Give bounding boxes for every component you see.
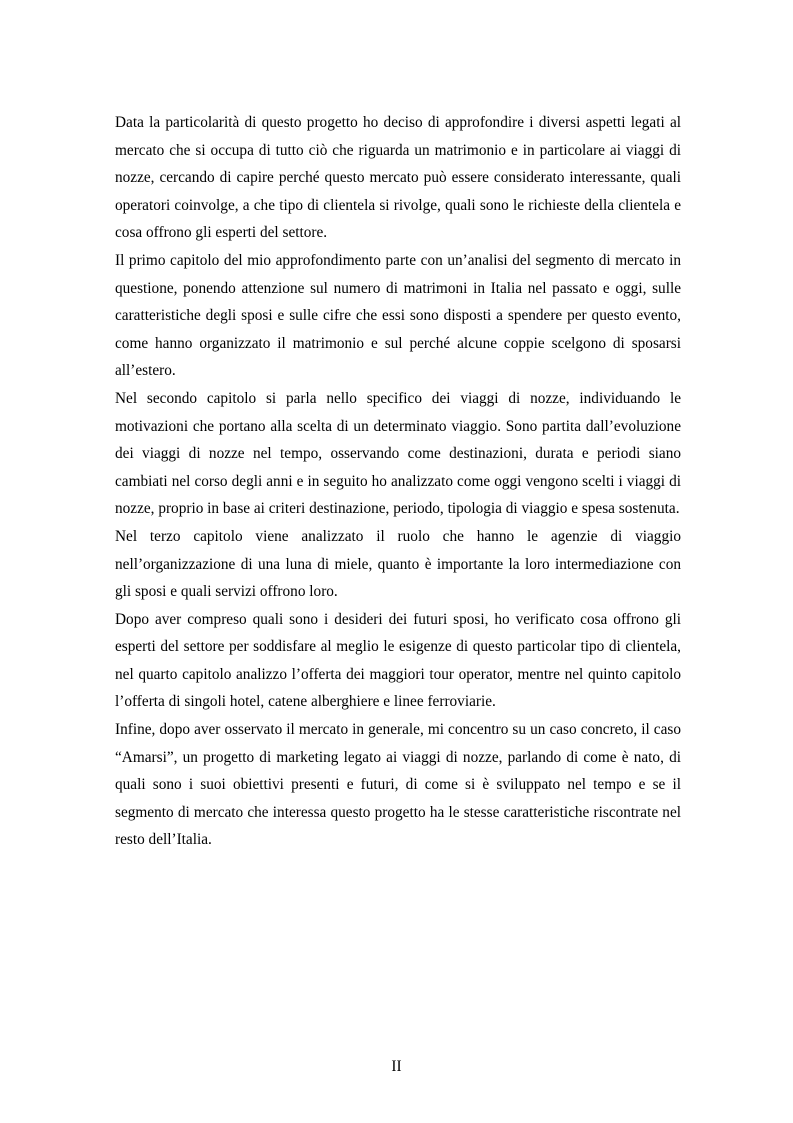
paragraph-chapter-3: Nel terzo capitolo viene analizzato il ruolo che hanno le agenzie di viaggio nell’organizzazione di una luna di miele, quanto è importante la loro intermediazione con gli sposi e quali servizi offrono loro.	[115, 527, 681, 601]
document-body	[115, 109, 681, 854]
paragraph-chapter-2: Nel secondo capitolo si parla nello specifico dei viaggi di nozze, individuando le motivazioni che portano alla scelta di un determinato viaggio. Sono partita dall’evoluzione dei viaggi di nozze nel tempo, osservando come destinazioni, durata e periodi siano cambiati nel corso degli anni e in seguito ho analizzato come oggi vengono scelti i viaggi di nozze, proprio in base ai criteri destinazione, periodo, tipologia di viaggio e spesa sostenuta.	[115, 389, 681, 518]
paragraph-case-study: Infine, dopo aver osservato il mercato in generale, mi concentro su un caso concreto, il caso “Amarsi”, un progetto di marketing legato ai viaggi di nozze, parlando di come è nato, di quali sono i suoi obiettivi presenti e futuri, di come si è sviluppato nel tempo e se il segmento di mercato che interessa questo progetto ha le stesse caratteristiche riscontrate nel resto dell’Italia.	[115, 721, 681, 849]
paragraph-intro: Data la particolarità di questo progetto ho deciso di approfondire i diversi aspetti legati al mercato che si occupa di tutto ciò che riguarda un matrimonio e in particolare ai viaggi di nozze, cercando di capire perché questo mercato può essere considerato interessante, quali operatori coinvolge, a che tipo di clientela si rivolge, quali sono le richieste della clientela e cosa offrono gli esperti del settore.	[115, 114, 681, 242]
paragraph-chapters-4-5: Dopo aver compreso quali sono i desideri dei futuri sposi, ho verificato cosa offrono gli esperti del settore per soddisfare al meglio le esigenze di questo particolar tipo di clientela, nel quarto capitolo analizzo l’offerta dei maggiori tour operator, mentre nel quinto capitolo l’offerta di singoli hotel, catene alberghiere e linee ferroviarie.	[115, 610, 681, 711]
paragraph-chapter-1: Il primo capitolo del mio approfondimento parte con un’analisi del segmento di mercato in questione, ponendo attenzione sul numero di matrimoni in Italia nel passato e oggi, sulle caratteristiche degli sposi e sulle cifre che essi sono disposti a spendere per questo evento, come hanno organizzato il matrimonio e sul perché alcune coppie scelgono di sposarsi all’estero.	[115, 251, 681, 380]
page-number: II	[391, 1058, 402, 1075]
